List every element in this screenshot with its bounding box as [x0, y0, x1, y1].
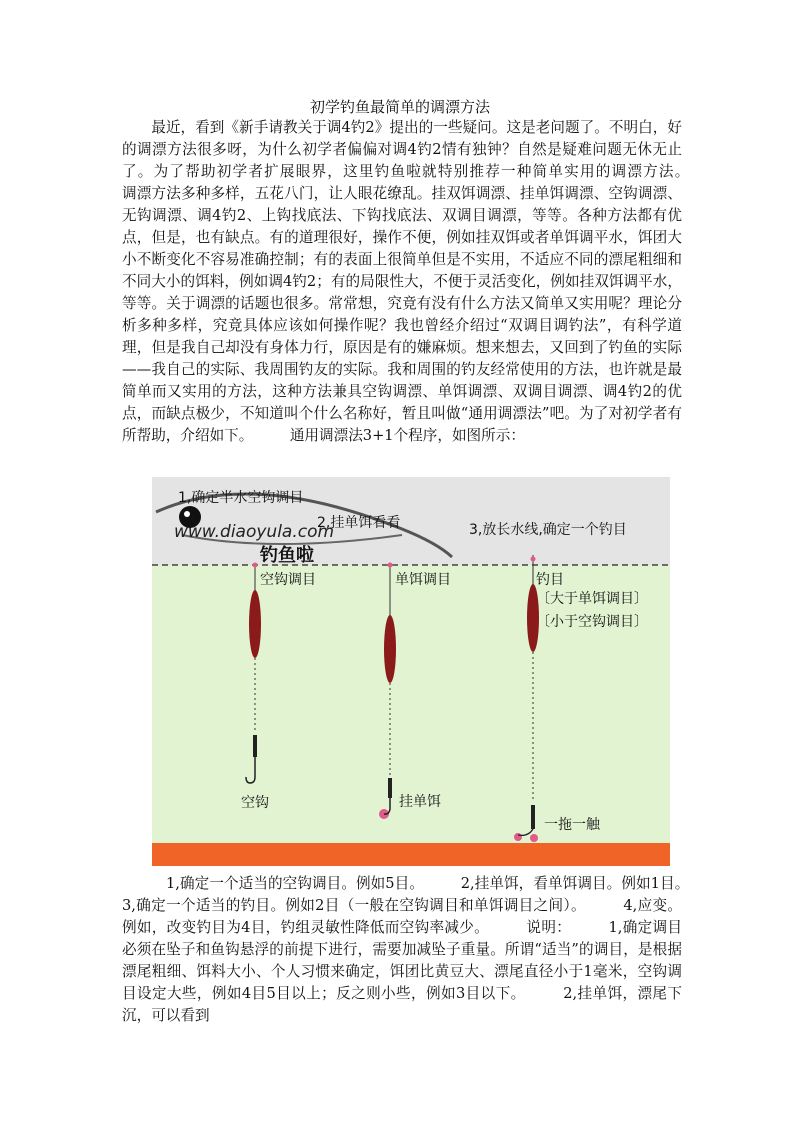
float1-label: 空钩调目: [260, 572, 316, 588]
document-title: 初学钓鱼最简单的调漂方法: [309, 98, 490, 116]
hook1-label: 空钩: [241, 795, 269, 811]
hook3-label: 一拖一触: [544, 817, 600, 833]
note-greater: 〔大于单饵调目〕: [536, 591, 648, 607]
lake-bottom: [152, 843, 670, 866]
intro-text: 最近，看到《新手请教关于调4钓2》提出的一些疑问。这是老问题了。不明白，好的调漂方法很多呀，为什么初学者偏偏对调4钓2情有独钟？自然是疑难问题无休无止了。为了帮助初学者扩展眼界，这里钓鱼啦就特别推荐一种简单实用的调漂方法。 调漂方法多种多样，五花八门，让人眼花缭乱。挂双饵调漂、挂单饵调漂、空钩调漂、无钩调漂、调4钓2、上钩找底法、下钩找底法、双调目调漂，等等。各种方法都有优点，但是，也有缺点。有的道理很好，操作不便，例如挂双饵或者单饵调平水，饵团大小不断变化不容易准确控制；有的表面上很简单但是不实用，不适应不同的漂尾粗细和不同大小的饵料，例如调4钓2；有的局限性大，不便于灵活变化，例如挂双饵调平水，等等。关于调漂的话题也很多。常常想，究竟有没有什么方法又简单又实用呢？理论分析多种多样，究竟具体应该如何操作呢？我也曾经介绍过“双调目调钓法”，有科学道理，但是我自己却没有身体力行，原因是有的嫌麻烦。想来想去，又回到了钓鱼的实际——我自己的实际、我周围钓友的实际。我和周围的钓友经常使用的方法，也许就是最简单而又实用的方法，这种方法兼具空钩调漂、单饵调漂、双调目调漂、调4钓2的优点，而缺点极少，不知道叫个什么名称好，暂且叫做“通用调漂法”吧。为了对初学者有所帮助，介绍如下。 通用调漂法3+1个程序，如图所示：: [122, 119, 726, 444]
float-adjustment-figure: [152, 477, 670, 866]
steps-text: 1,确定一个适当的空钩调目。例如5目。 2,挂单饵，看单饵调目。例如1目。 3,确定一个适当的钓目。例如2目（一般在空钩调目和单饵调目之间）。 4,应变。例如，改变钓目为4目，钓组灵敏性降低而空钩率减少。 说明： 1,确定调目必须在坠子和鱼钩悬浮的前提下进行，需要加减坠子重量。所谓“适当”的调目，是根据漂尾粗细、饵料大小、个人习惯来确定，饵团比黄豆大、漂尾直径小于1毫米，空钩调目设定大些，例如4目5目以上；反之则小些，例如3目以下。 2,挂单饵，漂尾下沉，可以看到: [122, 875, 726, 1024]
steps-paragraph: [122, 873, 726, 1027]
step1-caption: 1,确定半水空钩调目: [178, 490, 304, 506]
intro-paragraph: [122, 117, 726, 447]
step2-caption: 2,挂单饵看看: [317, 515, 401, 531]
hook2-label: 挂单饵: [399, 794, 441, 810]
float3-label: 钓目: [536, 572, 564, 588]
watermark-url: www.diaoyula.com: [174, 522, 335, 542]
float2-label: 单饵调目: [395, 572, 451, 588]
note-less: 〔小于空钩调目〕: [536, 614, 648, 630]
watermark-brand: 钓鱼啦: [260, 545, 314, 566]
step3-caption: 3,放长水线,确定一个钓目: [469, 522, 627, 538]
